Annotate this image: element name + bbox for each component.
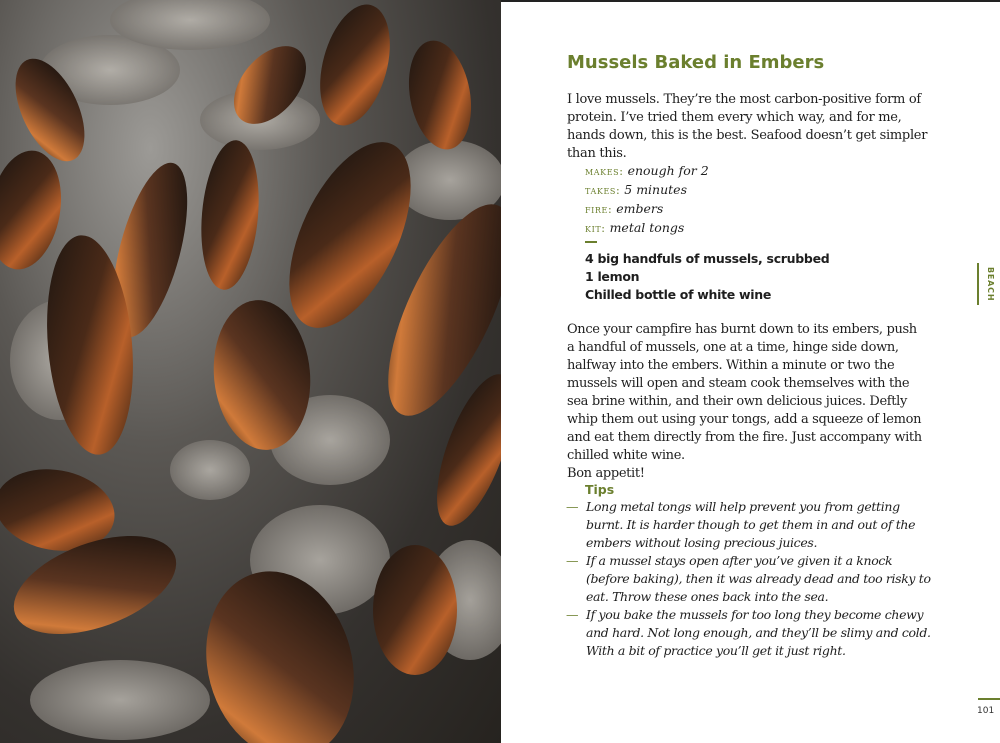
- tip-text: Long metal tongs will help prevent you from getting burnt. It is harder though to get them in and out of the embers without losing precious juices.: [586, 499, 916, 550]
- meta-takes-value: 5 minutes: [624, 182, 687, 197]
- ingredient-item: 4 big handfuls of mussels, scrubbed: [585, 251, 830, 266]
- recipe-intro: I love mussels. They’re the most carbon-positive form of protein. I’ve tried them every which way, and for me, hands down, this is the best. Seafood doesn’t get simpler than this.: [567, 92, 928, 161]
- meta-fire-value: embers: [616, 201, 664, 216]
- ingredients-list: [585, 250, 925, 304]
- tip-text: If a mussel stays open after you’ve given it a knock (before baking), then it was already dead and too risky to eat. Throw these ones back into the sea.: [586, 553, 931, 604]
- section-label: BEACH: [986, 266, 995, 302]
- recipe-method: [567, 321, 927, 483]
- ingredients-divider: [585, 241, 597, 243]
- meta-kit: [585, 219, 925, 238]
- recipe-meta: [585, 162, 925, 238]
- tips-heading: Tips: [585, 482, 615, 497]
- method-signoff: Bon appetit!: [567, 466, 645, 481]
- meta-kit-key: kit:: [585, 222, 606, 235]
- tip-item: [566, 606, 936, 660]
- recipe-title: Mussels Baked in Embers: [567, 52, 825, 73]
- page-number: 101: [977, 706, 995, 716]
- meta-kit-value: metal tongs: [609, 220, 685, 235]
- meta-makes-key: makes:: [585, 165, 624, 178]
- tip-marker: —: [566, 607, 579, 622]
- meta-makes: [585, 162, 925, 181]
- top-rule: [501, 0, 1000, 2]
- method-text: Once your campfire has burnt down to its embers, push a handful of mussels, one at a time, hinge side down, halfway into the embers. Within a minute or two the mussels will open and steam cook themselves with the sea brine within, and their own delicious juices. Deftly whip them out using your tongs, add a squeeze of lemon and eat them directly from the fire. Just accompany with chilled white wine.: [567, 322, 922, 463]
- meta-fire: [585, 200, 925, 219]
- meta-takes-key: takes:: [585, 184, 621, 197]
- ingredient-item: Chilled bottle of white wine: [585, 287, 772, 302]
- meta-takes: [585, 181, 925, 200]
- meta-makes-value: enough for 2: [627, 163, 709, 178]
- ingredient-item: 1 lemon: [585, 269, 640, 284]
- meta-fire-key: fire:: [585, 203, 613, 216]
- tip-item: [566, 498, 936, 552]
- tip-text: If you bake the mussels for too long they become chewy and hard. Not long enough, and they’ll be slimy and cold. With a bit of practice you’ll get it just right.: [586, 607, 931, 658]
- tip-marker: —: [566, 499, 579, 514]
- page-number-rule: [978, 698, 1000, 700]
- tip-marker: —: [566, 553, 579, 568]
- tip-item: [566, 552, 936, 606]
- tips-list: [566, 498, 936, 660]
